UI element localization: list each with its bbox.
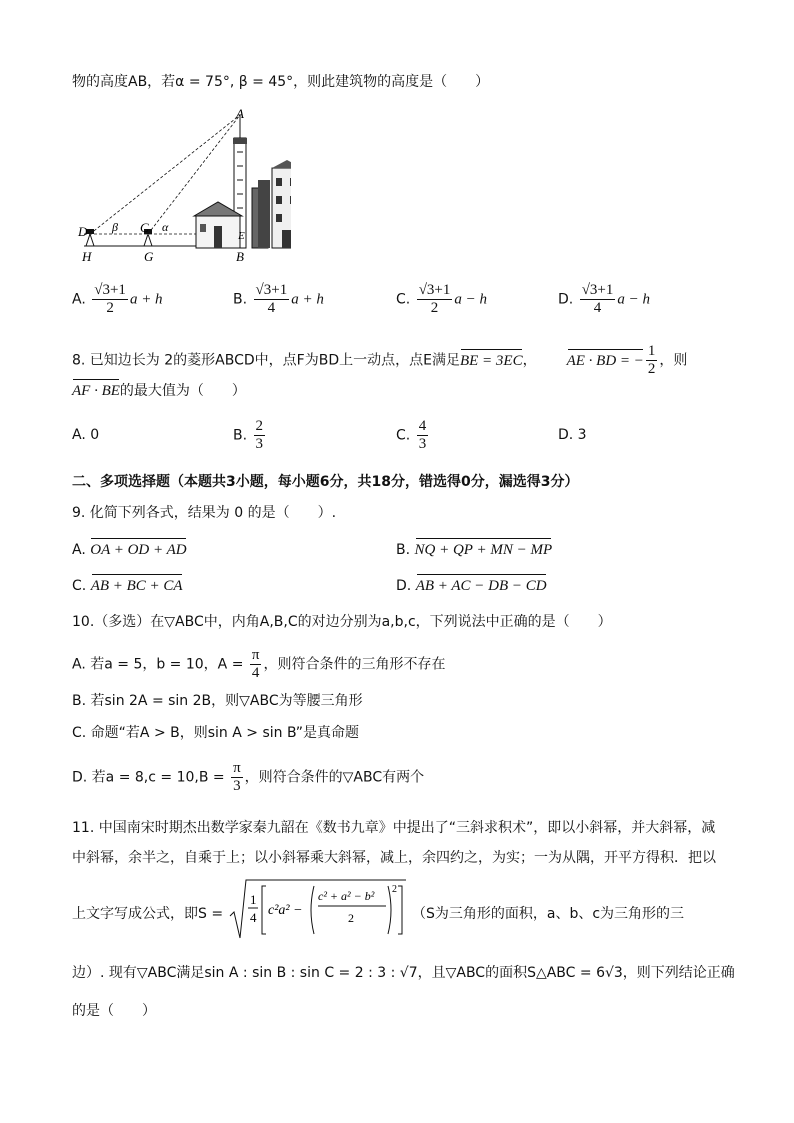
q10-option-d[interactable]: D. 若a = 8,c = 10,B = $\frac{\pi}{3}$ ，则符合条件的▽ABC有两个 xyxy=(72,760,425,794)
label-beta: β xyxy=(112,220,118,234)
fraction: $\frac{√3+1}{2}$ xyxy=(94,282,126,316)
fraction: $\frac{\pi}{3}$ xyxy=(233,760,241,794)
q8-stem-line1: 8. 已知边长为 2的菱形ABCD中，点F为BD上一动点，点E满足BE = 3EC， AE · BD = − $\frac{1}{2}$ ，则 xyxy=(72,343,688,377)
label-B: B xyxy=(236,249,244,264)
svg-text:1: 1 xyxy=(250,892,257,907)
fraction: $\frac{2}{3}$ xyxy=(255,418,264,452)
q7-option-b[interactable]: B. $\frac{√3+1}{4}$ a + h xyxy=(233,282,324,316)
svg-text:c²a² −: c²a² − xyxy=(268,903,303,918)
q9-stem: 9. 化简下列各式，结果为 0 的是（ ）. xyxy=(72,505,337,521)
q10-option-a[interactable]: A. 若a = 5，b = 10，A = $\frac{\pi}{4}$ ，则符合条件的三角形不存在 xyxy=(72,647,446,681)
q7-option-a[interactable]: A. $\frac{√3+1}{2}$ a + h xyxy=(72,282,163,316)
fraction: $\frac{√3+1}{2}$ xyxy=(418,282,451,316)
q8-stem-line2: AF · BE的最大值为（ ） xyxy=(72,383,246,399)
label-E: E xyxy=(238,230,245,242)
q11-line-4: 边）. 现有▽ABC满足sin A : sin B : sin C = 2 : 3 : √7，且▽ABC的面积S△ABC = 6√3，则下列结论正确 xyxy=(72,965,735,981)
fraction: $\frac{√3+1}{4}$ xyxy=(581,282,614,316)
section-title: 二、多项选择题（本题共3小题，每小题6分，共18分，错选得0分，漏选得3分） xyxy=(72,474,579,490)
fraction: $\frac{4}{3}$ xyxy=(418,418,427,452)
q7-option-c[interactable]: C. $\frac{√3+1}{2}$ a − h xyxy=(396,282,488,316)
q10-stem: 10.（多选）在▽ABC中，内角A,B,C的对边分别为a,b,c，下列说法中正确的是（ ） xyxy=(72,614,612,630)
q11-line-3b: （S为三角形的面积，a、b、c为三角形的三 xyxy=(412,906,685,922)
label-C: C xyxy=(140,220,149,235)
q7-stem-tail: 物的高度AB，若α = 75°, β = 45°，则此建筑物的高度是（ ） xyxy=(72,74,490,90)
q8-option-d[interactable]: D. 3 xyxy=(558,427,587,443)
svg-text:2: 2 xyxy=(348,911,354,925)
svg-text:4: 4 xyxy=(250,910,257,925)
svg-text:c² + a² − b²: c² + a² − b² xyxy=(318,889,375,903)
heron-formula xyxy=(228,878,408,942)
q11-line-1: 11. 中国南宋时期杰出数学家秦九韶在《数书九章》中提出了“三斜求积术”，即以小斜幂，并大斜幂，减 xyxy=(72,820,716,836)
q7-figure xyxy=(76,108,291,266)
q9-option-d[interactable]: D. AB + AC − DB − CD xyxy=(396,578,547,594)
q10-option-c[interactable]: C. 命题“若A > B，则sin A > sin B”是真命题 xyxy=(72,725,360,741)
q11-line-3a: 上文字写成公式，即S = xyxy=(72,906,224,922)
q8-option-c[interactable]: C. $\frac{4}{3}$ xyxy=(396,418,427,452)
label-H: H xyxy=(82,249,92,264)
q8-option-b[interactable]: B. $\frac{2}{3}$ xyxy=(233,418,264,452)
q8-option-a[interactable]: A. 0 xyxy=(72,427,100,443)
label-D: D xyxy=(78,224,88,239)
q11-line-2: 中斜幂，余半之，自乘于上；以小斜幂乘大斜幂，减上，余四约之，为实；一为从隅，开平方得积．把以 xyxy=(72,850,716,866)
q10-option-b[interactable]: B. 若sin 2A = sin 2B，则▽ABC为等腰三角形 xyxy=(72,693,363,709)
label-G: G xyxy=(144,249,154,264)
fraction: $\frac{√3+1}{4}$ xyxy=(255,282,288,316)
label-alpha: α xyxy=(162,220,169,234)
q9-option-b[interactable]: B. NQ + QP + MN − MP xyxy=(396,542,553,558)
fraction: $\frac{\pi}{4}$ xyxy=(251,647,260,681)
q7-option-d[interactable]: D. $\frac{√3+1}{4}$ a − h xyxy=(558,282,651,316)
q9-option-a[interactable]: A. OA + OD + AD xyxy=(72,542,187,558)
q11-line-5: 的是（ ） xyxy=(72,1003,156,1019)
svg-text:2: 2 xyxy=(392,884,397,895)
fraction: $\frac{1}{2}$ xyxy=(647,343,656,377)
q9-option-c[interactable]: C. AB + BC + CA xyxy=(72,578,183,594)
label-A: A xyxy=(236,108,244,121)
